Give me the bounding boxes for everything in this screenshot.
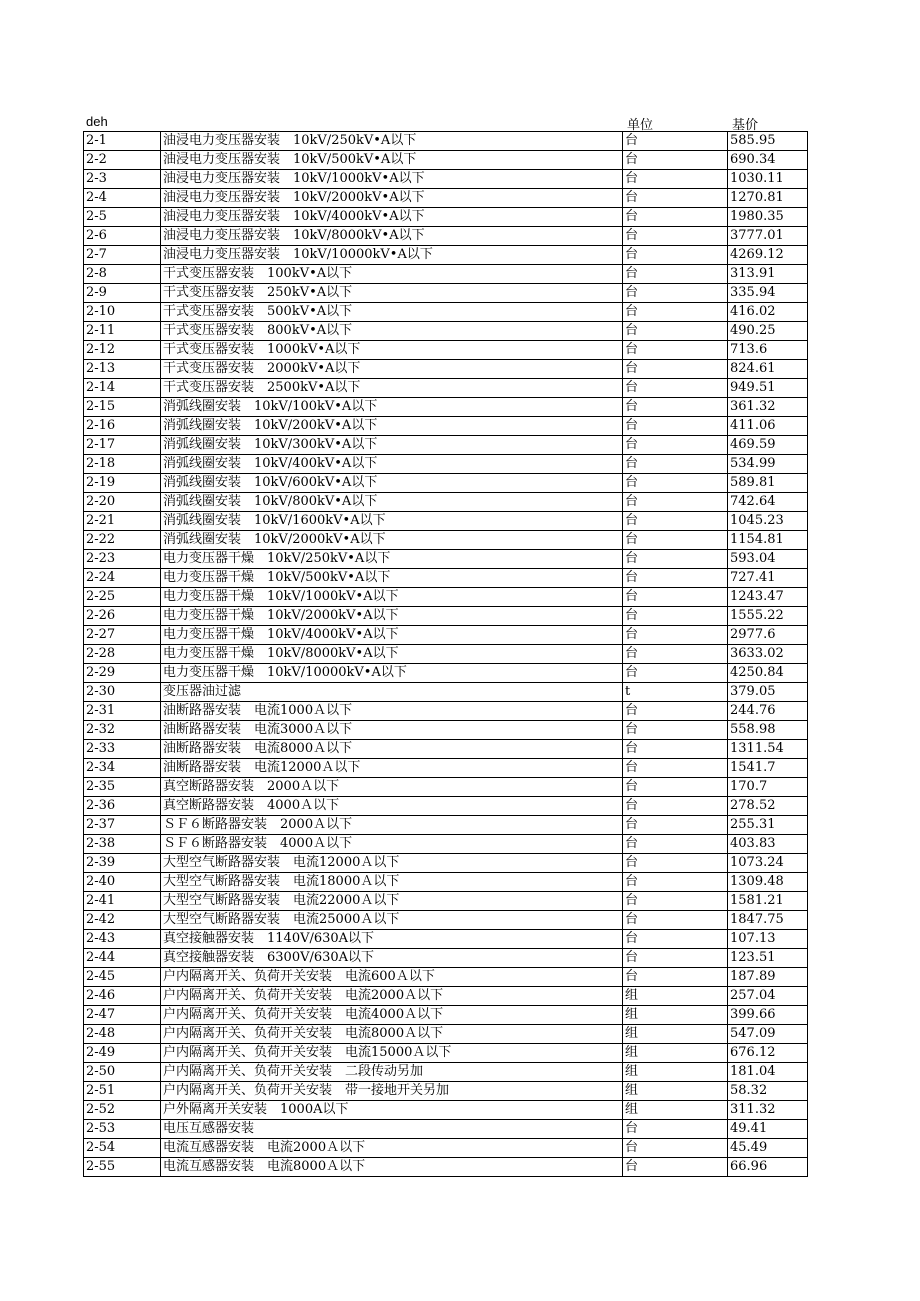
cell-price: 187.89 bbox=[728, 968, 808, 987]
table-row bbox=[84, 930, 808, 949]
cell-price: 4250.84 bbox=[728, 664, 808, 683]
table-row bbox=[84, 797, 808, 816]
cell-name: 电力变压器干燥 10kV/2000kV•A以下 bbox=[161, 607, 623, 626]
cell-unit: 台 bbox=[623, 360, 728, 379]
cell-code: 2-39 bbox=[84, 854, 161, 873]
cell-unit: 组 bbox=[623, 987, 728, 1006]
cell-code: 2-11 bbox=[84, 322, 161, 341]
cell-price: 2977.6 bbox=[728, 626, 808, 645]
cell-price: 66.96 bbox=[728, 1158, 808, 1177]
cell-name: 消弧线圈安装 10kV/400kV•A以下 bbox=[161, 455, 623, 474]
table-row bbox=[84, 550, 808, 569]
cell-unit: 台 bbox=[623, 892, 728, 911]
cell-unit: 台 bbox=[623, 702, 728, 721]
table-row bbox=[84, 436, 808, 455]
table-row bbox=[84, 1025, 808, 1044]
cell-unit: 台 bbox=[623, 1139, 728, 1158]
cell-code: 2-53 bbox=[84, 1120, 161, 1139]
table-row bbox=[84, 816, 808, 835]
cell-unit: 台 bbox=[623, 474, 728, 493]
table-row bbox=[84, 455, 808, 474]
cell-price: 3633.02 bbox=[728, 645, 808, 664]
table-row bbox=[84, 322, 808, 341]
cell-code: 2-8 bbox=[84, 265, 161, 284]
cell-price: 690.34 bbox=[728, 151, 808, 170]
table-row bbox=[84, 398, 808, 417]
cell-price: 1980.35 bbox=[728, 208, 808, 227]
cell-name: 油浸电力变压器安装 10kV/2000kV•A以下 bbox=[161, 189, 623, 208]
cell-name: ＳＦ６断路器安装 4000Ａ以下 bbox=[161, 835, 623, 854]
cell-name: 户外隔离开关安装 1000A以下 bbox=[161, 1101, 623, 1120]
cell-unit: 台 bbox=[623, 132, 728, 151]
cell-name: 油浸电力变压器安装 10kV/10000kV•A以下 bbox=[161, 246, 623, 265]
cell-unit: 台 bbox=[623, 227, 728, 246]
cell-code: 2-52 bbox=[84, 1101, 161, 1120]
cell-unit: 台 bbox=[623, 588, 728, 607]
cell-name: 大型空气断路器安装 电流18000Ａ以下 bbox=[161, 873, 623, 892]
cell-code: 2-21 bbox=[84, 512, 161, 531]
cell-name: 电流互感器安装 电流2000Ａ以下 bbox=[161, 1139, 623, 1158]
cell-name: 真空接触器安装 6300V/630A以下 bbox=[161, 949, 623, 968]
cell-code: 2-38 bbox=[84, 835, 161, 854]
cell-price: 593.04 bbox=[728, 550, 808, 569]
cell-name: 油断路器安装 电流12000Ａ以下 bbox=[161, 759, 623, 778]
table-row bbox=[84, 892, 808, 911]
cell-name: 电力变压器干燥 10kV/250kV•A以下 bbox=[161, 550, 623, 569]
cell-name: 户内隔离开关、负荷开关安装 电流600Ａ以下 bbox=[161, 968, 623, 987]
cell-unit: 台 bbox=[623, 778, 728, 797]
cell-unit: 台 bbox=[623, 664, 728, 683]
cell-price: 403.83 bbox=[728, 835, 808, 854]
cell-code: 2-2 bbox=[84, 151, 161, 170]
cell-price: 490.25 bbox=[728, 322, 808, 341]
cell-price: 1045.23 bbox=[728, 512, 808, 531]
cell-unit: 台 bbox=[623, 797, 728, 816]
cell-code: 2-24 bbox=[84, 569, 161, 588]
cell-price: 1030.11 bbox=[728, 170, 808, 189]
cell-name: 真空断路器安装 4000Ａ以下 bbox=[161, 797, 623, 816]
cell-unit: 台 bbox=[623, 417, 728, 436]
cell-code: 2-18 bbox=[84, 455, 161, 474]
cell-name: 干式变压器安装 100kV•A以下 bbox=[161, 265, 623, 284]
cell-price: 1309.48 bbox=[728, 873, 808, 892]
table-row bbox=[84, 1158, 808, 1177]
cell-code: 2-1 bbox=[84, 132, 161, 151]
cell-unit: 台 bbox=[623, 759, 728, 778]
cell-price: 713.6 bbox=[728, 341, 808, 360]
table-row bbox=[84, 284, 808, 303]
cell-code: 2-40 bbox=[84, 873, 161, 892]
cell-unit: 台 bbox=[623, 816, 728, 835]
table-row bbox=[84, 512, 808, 531]
cell-code: 2-46 bbox=[84, 987, 161, 1006]
cell-code: 2-17 bbox=[84, 436, 161, 455]
header-price: 基价 bbox=[732, 117, 759, 132]
cell-unit: 台 bbox=[623, 246, 728, 265]
table-row bbox=[84, 531, 808, 550]
cell-name: 干式变压器安装 500kV•A以下 bbox=[161, 303, 623, 322]
cell-name: 干式变压器安装 1000kV•A以下 bbox=[161, 341, 623, 360]
cell-name: 电力变压器干燥 10kV/1000kV•A以下 bbox=[161, 588, 623, 607]
header-unit: 单位 bbox=[627, 117, 654, 132]
cell-unit: 组 bbox=[623, 1101, 728, 1120]
cell-code: 2-45 bbox=[84, 968, 161, 987]
table-row bbox=[84, 664, 808, 683]
table-row bbox=[84, 379, 808, 398]
cell-name: 消弧线圈安装 10kV/100kV•A以下 bbox=[161, 398, 623, 417]
cell-name: 电压互感器安装 bbox=[161, 1120, 623, 1139]
cell-name: 户内隔离开关、负荷开关安装 电流2000Ａ以下 bbox=[161, 987, 623, 1006]
table-row bbox=[84, 702, 808, 721]
cell-code: 2-55 bbox=[84, 1158, 161, 1177]
cell-price: 547.09 bbox=[728, 1025, 808, 1044]
table-row bbox=[84, 246, 808, 265]
cell-price: 361.32 bbox=[728, 398, 808, 417]
cell-price: 3777.01 bbox=[728, 227, 808, 246]
table-row bbox=[84, 265, 808, 284]
cell-unit: 台 bbox=[623, 930, 728, 949]
cell-code: 2-36 bbox=[84, 797, 161, 816]
table-row bbox=[84, 873, 808, 892]
header-code: deh bbox=[86, 114, 108, 129]
table-row bbox=[84, 493, 808, 512]
cell-price: 170.7 bbox=[728, 778, 808, 797]
cell-code: 2-44 bbox=[84, 949, 161, 968]
cell-code: 2-33 bbox=[84, 740, 161, 759]
cell-price: 469.59 bbox=[728, 436, 808, 455]
cell-unit: 组 bbox=[623, 1063, 728, 1082]
cell-price: 824.61 bbox=[728, 360, 808, 379]
cell-price: 278.52 bbox=[728, 797, 808, 816]
table-row bbox=[84, 189, 808, 208]
cell-unit: 组 bbox=[623, 1025, 728, 1044]
cell-name: 干式变压器安装 250kV•A以下 bbox=[161, 284, 623, 303]
cell-unit: 组 bbox=[623, 1082, 728, 1101]
cell-unit: 台 bbox=[623, 911, 728, 930]
cell-unit: 台 bbox=[623, 835, 728, 854]
cell-code: 2-12 bbox=[84, 341, 161, 360]
cell-code: 2-20 bbox=[84, 493, 161, 512]
cell-code: 2-48 bbox=[84, 1025, 161, 1044]
cell-unit: 台 bbox=[623, 398, 728, 417]
table-row bbox=[84, 607, 808, 626]
table-row bbox=[84, 360, 808, 379]
cell-price: 416.02 bbox=[728, 303, 808, 322]
cell-price: 1581.21 bbox=[728, 892, 808, 911]
cell-code: 2-47 bbox=[84, 1006, 161, 1025]
cell-unit: 台 bbox=[623, 626, 728, 645]
cell-unit: 台 bbox=[623, 170, 728, 189]
cell-name: 油断路器安装 电流1000Ａ以下 bbox=[161, 702, 623, 721]
table-row bbox=[84, 740, 808, 759]
cell-name: 消弧线圈安装 10kV/2000kV•A以下 bbox=[161, 531, 623, 550]
cell-price: 181.04 bbox=[728, 1063, 808, 1082]
cell-code: 2-3 bbox=[84, 170, 161, 189]
cell-unit: 台 bbox=[623, 189, 728, 208]
cell-code: 2-23 bbox=[84, 550, 161, 569]
table-row bbox=[84, 417, 808, 436]
cell-unit: 台 bbox=[623, 1158, 728, 1177]
cell-code: 2-6 bbox=[84, 227, 161, 246]
cell-price: 1270.81 bbox=[728, 189, 808, 208]
cell-price: 313.91 bbox=[728, 265, 808, 284]
cell-name: 消弧线圈安装 10kV/300kV•A以下 bbox=[161, 436, 623, 455]
table-row bbox=[84, 132, 808, 151]
cell-unit: 台 bbox=[623, 436, 728, 455]
cell-name: 大型空气断路器安装 电流12000Ａ以下 bbox=[161, 854, 623, 873]
cell-code: 2-16 bbox=[84, 417, 161, 436]
cell-price: 107.13 bbox=[728, 930, 808, 949]
cell-unit: 台 bbox=[623, 607, 728, 626]
cell-name: 变压器油过滤 bbox=[161, 683, 623, 702]
table-row bbox=[84, 151, 808, 170]
cell-unit: 台 bbox=[623, 721, 728, 740]
cell-unit: 台 bbox=[623, 303, 728, 322]
cell-price: 1555.22 bbox=[728, 607, 808, 626]
table-row bbox=[84, 1006, 808, 1025]
cell-name: 电力变压器干燥 10kV/8000kV•A以下 bbox=[161, 645, 623, 664]
cell-unit: 台 bbox=[623, 284, 728, 303]
cell-code: 2-5 bbox=[84, 208, 161, 227]
cell-name: 油断路器安装 电流8000Ａ以下 bbox=[161, 740, 623, 759]
cell-name: 户内隔离开关、负荷开关安装 电流15000Ａ以下 bbox=[161, 1044, 623, 1063]
cell-name: 消弧线圈安装 10kV/1600kV•A以下 bbox=[161, 512, 623, 531]
cell-price: 1311.54 bbox=[728, 740, 808, 759]
cell-price: 1154.81 bbox=[728, 531, 808, 550]
table-row bbox=[84, 721, 808, 740]
cell-unit: 组 bbox=[623, 1006, 728, 1025]
table-row bbox=[84, 208, 808, 227]
header-row bbox=[83, 112, 807, 131]
cell-price: 949.51 bbox=[728, 379, 808, 398]
cell-code: 2-9 bbox=[84, 284, 161, 303]
cell-code: 2-54 bbox=[84, 1139, 161, 1158]
cell-code: 2-31 bbox=[84, 702, 161, 721]
cell-unit: 台 bbox=[623, 569, 728, 588]
cell-code: 2-27 bbox=[84, 626, 161, 645]
cell-code: 2-37 bbox=[84, 816, 161, 835]
cell-name: 电力变压器干燥 10kV/500kV•A以下 bbox=[161, 569, 623, 588]
table-row bbox=[84, 835, 808, 854]
cell-code: 2-35 bbox=[84, 778, 161, 797]
cell-price: 1073.24 bbox=[728, 854, 808, 873]
cell-code: 2-14 bbox=[84, 379, 161, 398]
table-row bbox=[84, 987, 808, 1006]
table-row bbox=[84, 968, 808, 987]
cell-code: 2-4 bbox=[84, 189, 161, 208]
cell-unit: 台 bbox=[623, 645, 728, 664]
cell-code: 2-30 bbox=[84, 683, 161, 702]
cell-name: 油浸电力变压器安装 10kV/250kV•A以下 bbox=[161, 132, 623, 151]
cell-price: 558.98 bbox=[728, 721, 808, 740]
cell-name: 大型空气断路器安装 电流22000Ａ以下 bbox=[161, 892, 623, 911]
cell-name: 真空接触器安装 1140V/630A以下 bbox=[161, 930, 623, 949]
table-row bbox=[84, 645, 808, 664]
cell-price: 123.51 bbox=[728, 949, 808, 968]
cell-price: 727.41 bbox=[728, 569, 808, 588]
cell-code: 2-49 bbox=[84, 1044, 161, 1063]
cell-name: 真空断路器安装 2000Ａ以下 bbox=[161, 778, 623, 797]
cell-unit: 台 bbox=[623, 379, 728, 398]
cell-unit: 台 bbox=[623, 873, 728, 892]
table-row bbox=[84, 1044, 808, 1063]
cell-price: 311.32 bbox=[728, 1101, 808, 1120]
cell-name: 干式变压器安装 2000kV•A以下 bbox=[161, 360, 623, 379]
cell-code: 2-43 bbox=[84, 930, 161, 949]
cell-price: 4269.12 bbox=[728, 246, 808, 265]
cell-code: 2-34 bbox=[84, 759, 161, 778]
table-row bbox=[84, 1101, 808, 1120]
cell-name: 电流互感器安装 电流8000Ａ以下 bbox=[161, 1158, 623, 1177]
cell-name: 干式变压器安装 2500kV•A以下 bbox=[161, 379, 623, 398]
table-row bbox=[84, 626, 808, 645]
table-row bbox=[84, 341, 808, 360]
cell-name: 油断路器安装 电流3000Ａ以下 bbox=[161, 721, 623, 740]
cell-unit: 台 bbox=[623, 512, 728, 531]
cell-unit: 台 bbox=[623, 550, 728, 569]
cell-name: 户内隔离开关、负荷开关安装 电流4000Ａ以下 bbox=[161, 1006, 623, 1025]
table-body bbox=[84, 132, 808, 1177]
cell-price: 379.05 bbox=[728, 683, 808, 702]
table-row bbox=[84, 949, 808, 968]
cell-price: 257.04 bbox=[728, 987, 808, 1006]
cell-unit: 组 bbox=[623, 1044, 728, 1063]
table-row bbox=[84, 778, 808, 797]
cell-code: 2-51 bbox=[84, 1082, 161, 1101]
cell-price: 589.81 bbox=[728, 474, 808, 493]
cell-unit: 台 bbox=[623, 455, 728, 474]
cell-unit: 台 bbox=[623, 265, 728, 284]
cell-price: 1243.47 bbox=[728, 588, 808, 607]
cell-name: 电力变压器干燥 10kV/4000kV•A以下 bbox=[161, 626, 623, 645]
cell-unit: 台 bbox=[623, 493, 728, 512]
cell-price: 676.12 bbox=[728, 1044, 808, 1063]
table-row bbox=[84, 683, 808, 702]
cell-code: 2-41 bbox=[84, 892, 161, 911]
cell-code: 2-32 bbox=[84, 721, 161, 740]
cell-price: 411.06 bbox=[728, 417, 808, 436]
cell-code: 2-10 bbox=[84, 303, 161, 322]
cell-name: 干式变压器安装 800kV•A以下 bbox=[161, 322, 623, 341]
table-row bbox=[84, 474, 808, 493]
cell-code: 2-29 bbox=[84, 664, 161, 683]
table-row bbox=[84, 1082, 808, 1101]
cell-name: ＳＦ６断路器安装 2000Ａ以下 bbox=[161, 816, 623, 835]
quota-table bbox=[83, 131, 808, 1177]
table-row bbox=[84, 759, 808, 778]
cell-price: 585.95 bbox=[728, 132, 808, 151]
table-row bbox=[84, 1139, 808, 1158]
cell-name: 电力变压器干燥 10kV/10000kV•A以下 bbox=[161, 664, 623, 683]
cell-unit: 台 bbox=[623, 341, 728, 360]
cell-price: 399.66 bbox=[728, 1006, 808, 1025]
cell-name: 户内隔离开关、负荷开关安装 电流8000Ａ以下 bbox=[161, 1025, 623, 1044]
cell-name: 大型空气断路器安装 电流25000Ａ以下 bbox=[161, 911, 623, 930]
cell-unit: 台 bbox=[623, 208, 728, 227]
cell-name: 消弧线圈安装 10kV/200kV•A以下 bbox=[161, 417, 623, 436]
cell-name: 户内隔离开关、负荷开关安装 带一接地开关另加 bbox=[161, 1082, 623, 1101]
cell-unit: t bbox=[623, 683, 728, 702]
cell-code: 2-28 bbox=[84, 645, 161, 664]
cell-price: 58.32 bbox=[728, 1082, 808, 1101]
cell-unit: 台 bbox=[623, 322, 728, 341]
cell-price: 49.41 bbox=[728, 1120, 808, 1139]
cell-code: 2-7 bbox=[84, 246, 161, 265]
cell-price: 335.94 bbox=[728, 284, 808, 303]
cell-price: 45.49 bbox=[728, 1139, 808, 1158]
cell-price: 1541.7 bbox=[728, 759, 808, 778]
price-sheet bbox=[83, 112, 807, 1177]
cell-name: 户内隔离开关、负荷开关安装 二段传动另加 bbox=[161, 1063, 623, 1082]
cell-unit: 台 bbox=[623, 949, 728, 968]
table-row bbox=[84, 227, 808, 246]
cell-unit: 台 bbox=[623, 151, 728, 170]
cell-code: 2-19 bbox=[84, 474, 161, 493]
table-row bbox=[84, 854, 808, 873]
cell-code: 2-22 bbox=[84, 531, 161, 550]
table-row bbox=[84, 170, 808, 189]
cell-price: 255.31 bbox=[728, 816, 808, 835]
cell-code: 2-13 bbox=[84, 360, 161, 379]
cell-unit: 台 bbox=[623, 740, 728, 759]
table-row bbox=[84, 303, 808, 322]
cell-name: 油浸电力变压器安装 10kV/1000kV•A以下 bbox=[161, 170, 623, 189]
cell-name: 油浸电力变压器安装 10kV/8000kV•A以下 bbox=[161, 227, 623, 246]
cell-name: 油浸电力变压器安装 10kV/4000kV•A以下 bbox=[161, 208, 623, 227]
cell-price: 534.99 bbox=[728, 455, 808, 474]
cell-code: 2-50 bbox=[84, 1063, 161, 1082]
cell-code: 2-42 bbox=[84, 911, 161, 930]
cell-code: 2-25 bbox=[84, 588, 161, 607]
cell-name: 消弧线圈安装 10kV/600kV•A以下 bbox=[161, 474, 623, 493]
cell-unit: 台 bbox=[623, 968, 728, 987]
cell-code: 2-15 bbox=[84, 398, 161, 417]
cell-name: 油浸电力变压器安装 10kV/500kV•A以下 bbox=[161, 151, 623, 170]
cell-unit: 台 bbox=[623, 1120, 728, 1139]
cell-unit: 台 bbox=[623, 854, 728, 873]
cell-price: 244.76 bbox=[728, 702, 808, 721]
cell-price: 1847.75 bbox=[728, 911, 808, 930]
table-row bbox=[84, 1120, 808, 1139]
cell-name: 消弧线圈安装 10kV/800kV•A以下 bbox=[161, 493, 623, 512]
table-row bbox=[84, 569, 808, 588]
cell-code: 2-26 bbox=[84, 607, 161, 626]
table-row bbox=[84, 1063, 808, 1082]
cell-price: 742.64 bbox=[728, 493, 808, 512]
cell-unit: 台 bbox=[623, 531, 728, 550]
table-row bbox=[84, 588, 808, 607]
table-row bbox=[84, 911, 808, 930]
